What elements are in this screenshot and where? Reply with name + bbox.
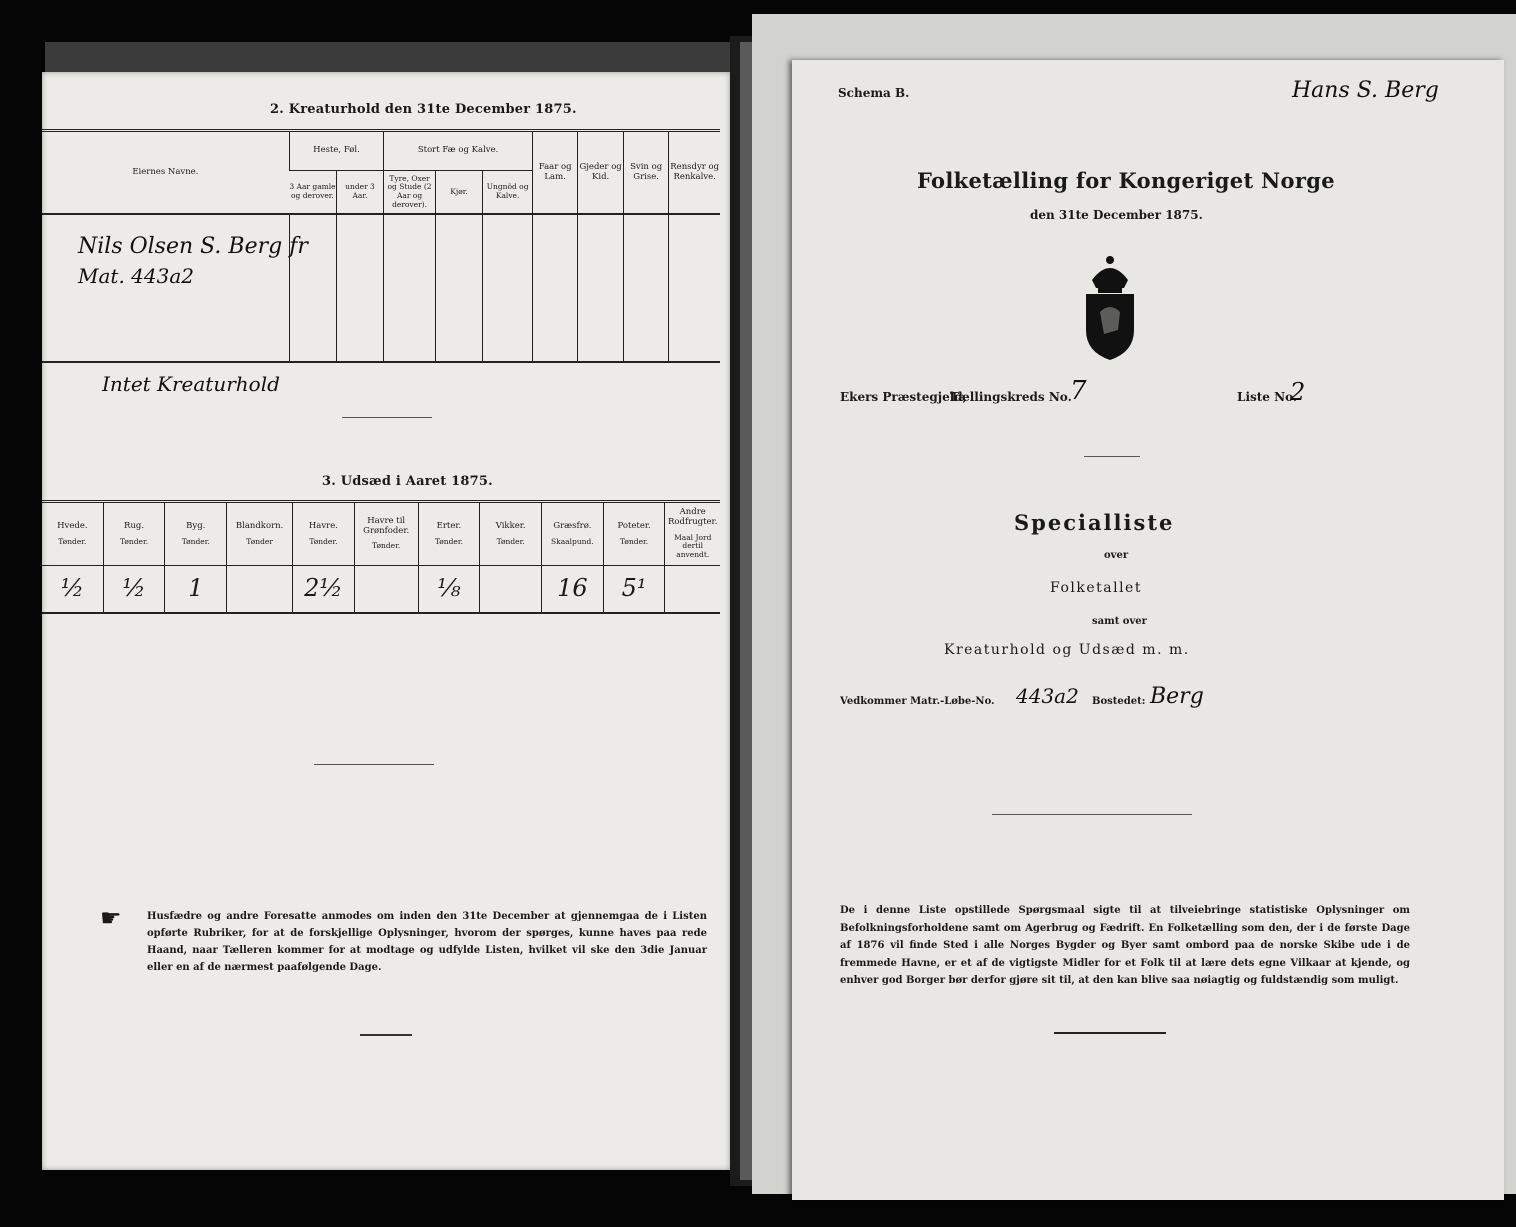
sowing-col-header — [293, 502, 355, 566]
sub-young-cattle: Ungnöd og Kalve. — [483, 171, 533, 215]
sowing-value: 5¹ — [603, 566, 665, 614]
owner-matr-handwritten: Mat. 443a2 — [78, 264, 194, 288]
sowing-value — [665, 566, 720, 614]
matr-label: Vedkommer Matr.-Løbe-No. — [840, 696, 995, 707]
sowing-col-header — [418, 502, 480, 566]
section2-title: 2. Kreaturhold den 31te December 1875. — [270, 102, 577, 117]
sowing-col-unit: Maal Jord dertil anvendt. — [674, 532, 712, 560]
samt-over-text: samt over — [1092, 616, 1147, 627]
sowing-value — [480, 566, 542, 614]
sowing-col-unit: Tønder. — [119, 536, 149, 546]
bosted-value: Berg — [1150, 684, 1204, 709]
sowing-col-name: Hvede. — [57, 520, 88, 531]
sowing-col-unit: Tønder. — [309, 536, 338, 546]
col-goats: Gjeder og Kid. — [578, 131, 624, 215]
district-number: 7 — [1070, 376, 1087, 406]
schema-label: Schema B. — [838, 86, 910, 100]
sowing-value — [354, 566, 418, 614]
census-date: den 31te December 1875. — [1030, 208, 1203, 222]
sowing-col-unit: Tønder. — [58, 536, 87, 546]
sowing-value: 2½ — [293, 566, 355, 614]
sowing-col-name: Poteter. — [617, 520, 651, 531]
divider — [342, 417, 432, 418]
sowing-value: 1 — [165, 566, 227, 614]
sowing-col-unit: Tønder. — [181, 536, 210, 546]
matr-number: 443a2 — [1016, 684, 1079, 708]
sub-cows: Kjør. — [435, 171, 483, 215]
sowing-col-header — [480, 502, 542, 566]
kreaturhold-heading: Kreaturhold og Udsæd m. m. — [944, 642, 1190, 658]
divider — [1054, 1032, 1166, 1034]
sowing-col-name: Andre Rodfrugter. — [668, 507, 718, 528]
sowing-col-header — [103, 502, 165, 566]
over-text: over — [1104, 550, 1129, 561]
page-title: Folketælling for Kongeriget Norge — [917, 168, 1335, 193]
intro-text: De i denne Liste opstillede Spørgsmaal sigte til at tilveiebringe statistiske Oplysninger om Befolkningsforholdene samt om Agerbrug og Fædrift. En Folketælling som den, der i de første Dage af 1876 vil finde Sted i alle Norges Bygder og Byer samt ombord paa de norske Skibe ude i de fremmede Havne, er et af de vigtigste Midler for et Folk til at lære dets egne Vilkaar at kjende, og enhver god Borger bør derfor gjøre sit til, at den kan blive saa nøiagtig og fuldstændig som muligt. — [840, 905, 1410, 986]
col-cattle: Stort Fæ og Kalve. — [384, 131, 533, 171]
sub-horses-young: under 3 Aar. — [336, 171, 384, 215]
list-label: Liste No. — [1237, 390, 1298, 404]
left-page-edge — [45, 42, 735, 76]
section3-title: 3. Udsæd i Aaret 1875. — [322, 474, 493, 489]
top-handwritten-name: Hans S. Berg — [1292, 78, 1439, 103]
sowing-col-unit: Tønder — [246, 536, 273, 546]
sowing-col-header — [603, 502, 665, 566]
right-page — [792, 60, 1504, 1200]
sowing-col-header — [354, 502, 418, 566]
sowing-col-name: Erter. — [436, 520, 462, 531]
sowing-col-header — [165, 502, 227, 566]
sowing-col-unit: Skaalpund. — [551, 536, 594, 546]
sowing-col-unit: Tønder. — [496, 536, 525, 546]
sowing-value: ⅛ — [418, 566, 480, 614]
left-page — [42, 72, 730, 1170]
sowing-col-name: Græsfrø. — [553, 520, 592, 531]
sowing-col-name: Havre. — [308, 520, 338, 531]
sub-horses-old: 3 Aar gamle og derover. — [289, 171, 336, 215]
folketallet-heading: Folketallet — [1050, 580, 1142, 596]
sowing-col-unit: Tønder. — [620, 536, 649, 546]
notice-text: Husfædre og andre Foresatte anmodes om inden den 31te December at gjennemgaa de i Listen opførte Rubriker, for at de forskjellige Oplysninger, hvorom der spørges, kunne haves paa rede Haand, naar Tælleren kommer for at modtage og udfylde Listen, hvilket vil ske den 3die Januar eller en af de nærmest paafølgende Dage. — [147, 911, 707, 973]
sub-oxen: Tyre, Oxer og Stude (2 Aar og derover). — [384, 171, 436, 215]
col-reindeer: Rensdyr og Renkalve. — [669, 131, 720, 215]
sowing-col-header — [665, 502, 720, 566]
sowing-col-name: Rug. — [124, 520, 145, 531]
sowing-col-name: Havre til Grønfoder. — [363, 515, 410, 536]
sowing-value: 16 — [542, 566, 604, 614]
pointing-hand-icon: ☛ — [100, 904, 122, 932]
divider — [1084, 456, 1140, 457]
sowing-value: ½ — [42, 566, 103, 614]
col-horses: Heste, Føl. — [289, 131, 384, 171]
sowing-col-header — [227, 502, 293, 566]
sowing-table — [42, 500, 720, 614]
sowing-col-name: Vikker. — [495, 520, 526, 531]
sowing-col-name: Byg. — [186, 520, 206, 531]
col-pigs: Svin og Grise. — [623, 131, 669, 215]
bosted-label: Bostedet: — [1092, 696, 1146, 707]
sowing-col-header — [42, 502, 103, 566]
divider — [314, 764, 434, 765]
coat-of-arms-icon — [1078, 250, 1142, 362]
divider — [360, 1034, 412, 1036]
list-number: 2 — [1290, 378, 1306, 406]
district-label: Tællingskreds No. — [950, 390, 1072, 404]
owner-name-handwritten: Nils Olsen S. Berg fr — [78, 234, 308, 259]
specialliste-heading: Specialliste — [1014, 510, 1175, 535]
col-sheep: Faar og Lam. — [532, 131, 578, 215]
divider — [992, 814, 1192, 815]
no-livestock-note: Intet Kreaturhold — [102, 372, 280, 396]
parish-label: Ekers Præstegjeld, — [840, 390, 967, 404]
sowing-col-name: Blandkorn. — [235, 520, 284, 531]
sowing-col-unit: Tønder. — [434, 536, 464, 546]
col-owner: Eiernes Navne. — [132, 166, 199, 177]
sowing-col-header — [542, 502, 604, 566]
sowing-value: ½ — [103, 566, 165, 614]
sowing-col-unit: Tønder. — [372, 541, 401, 551]
sowing-value — [227, 566, 293, 614]
